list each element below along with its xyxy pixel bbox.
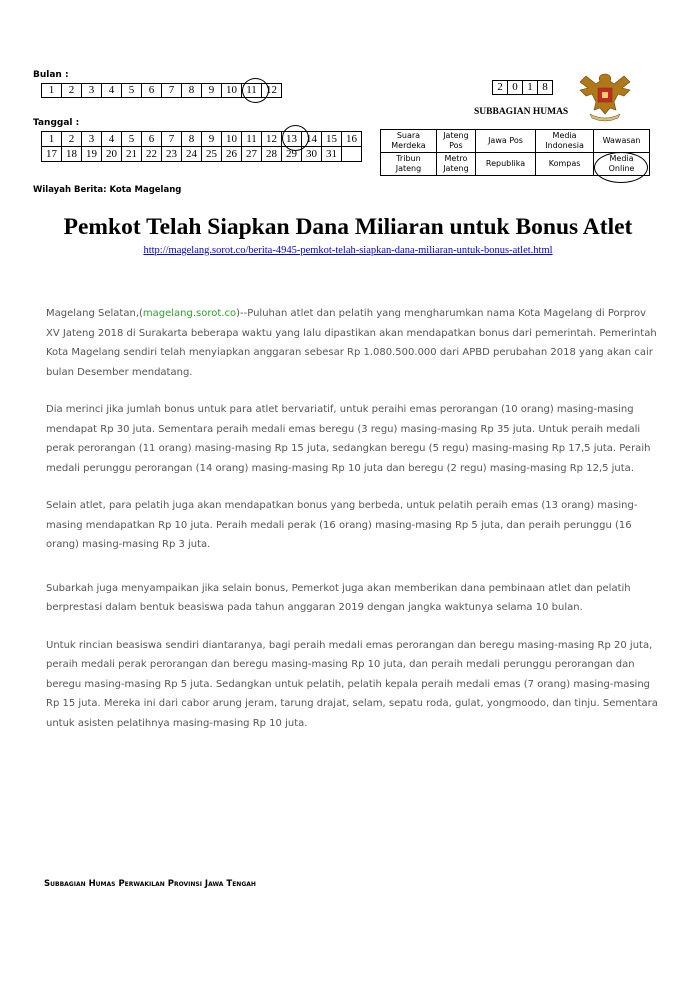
media-media-indonesia: Media Indonesia (536, 130, 594, 153)
date-selection-circle (282, 125, 309, 151)
month-cell: 9 (202, 84, 222, 98)
date-cell: 28 (262, 147, 282, 162)
date-cell: 21 (122, 147, 142, 162)
date-cell: 5 (122, 132, 142, 147)
media-suara-merdeka: Suara Merdeka (381, 130, 437, 153)
year-digit: 0 (508, 81, 523, 95)
office-label: SUBBAGIAN HUMAS (474, 107, 569, 117)
date-cell: 23 (162, 147, 182, 162)
footer-office: Subbagian Humas Perwakilan Provinsi Jawa Tengah (44, 879, 256, 889)
date-cell: 1 (42, 132, 62, 147)
date-cell: 17 (42, 147, 62, 162)
article-body (46, 304, 658, 751)
month-selection-circle (242, 78, 269, 103)
garuda-emblem-icon (576, 68, 634, 124)
year-digit: 2 (493, 81, 508, 95)
month-cell: 12 (262, 84, 282, 98)
month-cell: 4 (102, 84, 122, 98)
month-cell: 3 (82, 84, 102, 98)
article-paragraph-2: Dia merinci jika jumlah bonus untuk para atlet bervariatif, untuk peraihi emas perorangan (10 orang) masing-masing mendapat Rp 30 juta. Sementara peraih medali emas beregu (3 regu) masing-masing Rp 35 juta. Untuk peraih medali perak perorangan (11 orang) masing-masing Rp 15 juta, sedangkan beregu (5 regu) masing-masing Rp 17,5 juta. Peraih medali perunggu perorangan (14 orang) masing-masing Rp 10 juta dan beregu (2 regu) masing-masing Rp 12,5 juta. (46, 404, 651, 474)
media-republika: Republika (475, 153, 535, 176)
date-cell: 22 (142, 147, 162, 162)
month-cell: 7 (162, 84, 182, 98)
date-cell: 15 (322, 132, 342, 147)
date-cell: 31 (322, 147, 342, 162)
site-name-link[interactable]: magelang.sorot.co (142, 308, 237, 319)
article-paragraph-3: Selain atlet, para pelatih juga akan mendapatkan bonus yang berbeda, untuk pelatih peraih emas (13 orang) masing-masing mendapatkan Rp 10 juta. Peraih medali perak (16 orang) masing-masing Rp 5 juta, dan peraih perunggu (16 orang) masing-masing Rp 3 juta. (46, 500, 638, 550)
year-digit: 1 (523, 81, 538, 95)
date-cell: 7 (162, 132, 182, 147)
date-cell: 26 (222, 147, 242, 162)
date-cell: 25 (202, 147, 222, 162)
article-paragraph-4: Subarkah juga menyampaikan jika selain bonus, Pemerkot juga akan memberikan dana pembinaan atlet dan pelatih berprestasi dalam bentuk beasiswa pada tahun anggaran 2019 dengan jangka waktunya selama 10 bulan. (46, 582, 631, 613)
date-cell: 12 (262, 132, 282, 147)
date-cell: 3 (82, 132, 102, 147)
date-cell: 9 (202, 132, 222, 147)
month-cell: 6 (142, 84, 162, 98)
date-cell-selected: 13 (282, 132, 302, 147)
media-jawa-pos: Jawa Pos (475, 130, 535, 153)
media-selection-circle (594, 152, 648, 183)
source-url-link[interactable]: http://magelang.sorot.co/berita-4945-pemkot-telah-siapkan-dana-miliaran-untuk-bonus-atlet.html (143, 245, 553, 256)
month-cell: 8 (182, 84, 202, 98)
media-wawasan: Wawasan (594, 130, 650, 153)
date-cell: 30 (302, 147, 322, 162)
date-cell: 14 (302, 132, 322, 147)
month-cell-selected: 11 (242, 84, 262, 98)
date-cell: 10 (222, 132, 242, 147)
date-cell: 24 (182, 147, 202, 162)
month-cell: 1 (42, 84, 62, 98)
month-cell: 5 (122, 84, 142, 98)
year-table (492, 80, 553, 95)
year-digit: 8 (538, 81, 553, 95)
date-cell: 29 (282, 147, 302, 162)
tanggal-label: Tanggal : (33, 118, 80, 128)
article-paragraph-1-text: )--Puluhan atlet dan pelatih yang mengharumkan nama Kota Magelang di Porprov XV Jateng 2018 di Surakarta beberapa waktu yang lalu dipastikan akan mendapatkan bonus dari pemerintah. Pemerintah Kota Magelang sendiri telah menyiapkan anggaran sebesar Rp 1.080.500.000 dari APBD perubahan 2018 yang akan cair bulan Desember mendatang. (46, 308, 657, 378)
date-cell: 27 (242, 147, 262, 162)
wilayah-berita: Wilayah Berita: Kota Magelang (33, 185, 182, 195)
article-paragraph-1 (46, 304, 658, 382)
media-jateng-pos: Jateng Pos (436, 130, 475, 153)
headline: Pemkot Telah Siapkan Dana Miliaran untuk Bonus Atlet (63, 214, 633, 240)
dateline: Magelang Selatan,( (46, 308, 143, 319)
media-kompas: Kompas (536, 153, 594, 176)
media-tribun-jateng: Tribun Jateng (381, 153, 437, 176)
month-cell: 10 (222, 84, 242, 98)
media-metro-jateng: Metro Jateng (436, 153, 475, 176)
date-cell: 18 (62, 147, 82, 162)
date-cell: 19 (82, 147, 102, 162)
month-cell: 2 (62, 84, 82, 98)
date-table (41, 131, 362, 162)
date-cell: 4 (102, 132, 122, 147)
date-cell: 16 (342, 132, 362, 147)
date-cell: 20 (102, 147, 122, 162)
date-cell: 6 (142, 132, 162, 147)
date-cell-empty (342, 147, 362, 162)
bulan-label: Bulan : (33, 70, 69, 80)
date-cell: 8 (182, 132, 202, 147)
date-cell: 11 (242, 132, 262, 147)
media-online-selected: Media Online (594, 153, 650, 176)
date-cell: 2 (62, 132, 82, 147)
article-paragraph-5: Untuk rincian beasiswa sendiri diantaranya, bagi peraih medali emas perorangan dan beregu masing-masing Rp 20 juta, peraih medali perak perorangan dan beregu masing-masing Rp 10 juta, dan peraih medali perunggu perorangan dan beregu masing-masing Rp 5 juta. Sedangkan untuk pelatih, pelatih kepala peraih medali emas (7 orang) masing-masing Rp 15 juta. Mereka ini dari cabor arung jeram, tarung drajat, selam, sepatu roda, gulat, yongmoodo, dan tinju. Sementara untuk asisten pelatihnya masing-masing Rp 10 juta. (46, 639, 658, 729)
